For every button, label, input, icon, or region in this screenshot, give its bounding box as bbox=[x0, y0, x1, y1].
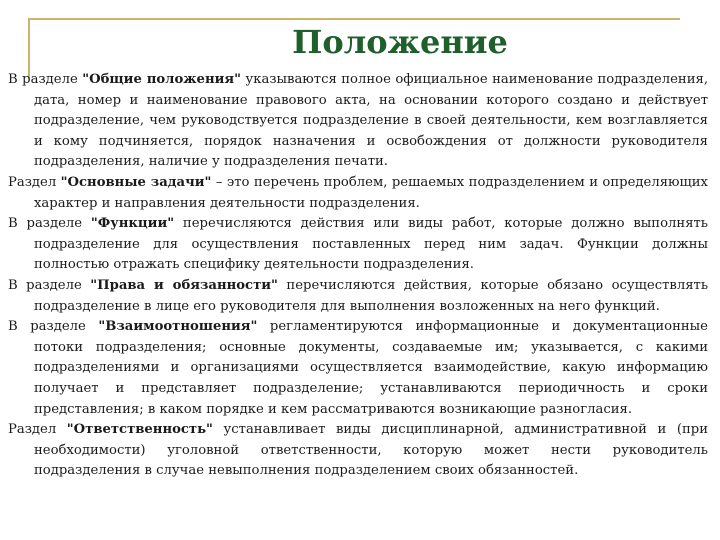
section-term: "Функции" bbox=[90, 216, 175, 232]
page-title: Положение bbox=[292, 23, 508, 61]
paragraph-functions bbox=[8, 214, 708, 276]
paragraph-responsibility bbox=[8, 420, 708, 482]
paragraph-main-tasks bbox=[8, 173, 708, 214]
paragraph-text: указываются полное официальное наименование подразделения, дата, номер и наименование правового акта, на основании которого создано и действует подразделение, чем руководствуется подразделение в своей деятельности, кем возглавляется и кому подчиняется, порядок назначения и освобождения от должности руководителя подразделения, наличие у подразделения печати. bbox=[34, 72, 709, 170]
section-term: "Общие положения" bbox=[82, 72, 241, 87]
section-term: "Основные задачи" bbox=[60, 174, 212, 190]
paragraph-lead: В разделе bbox=[8, 72, 83, 87]
decorative-frame-top bbox=[28, 18, 680, 20]
paragraph-text: регламентируются информационные и документационные потоки подразделения; основные документы, создаваемые им; указывается, с какими подразделениями и организациями осуществляется взаимодействие, какую информацию получает и представляет подразделение; устанавливаются периодичность и сроки представления; в каком порядке и кем рассматриваются возникающие разногласия. bbox=[34, 319, 708, 417]
paragraph-rights-duties bbox=[8, 276, 708, 317]
paragraph-general-provisions bbox=[8, 70, 708, 173]
section-term: "Взаимоотношения" bbox=[98, 319, 258, 335]
paragraph-text: устанавливает виды дисциплинарной, административной и (при необходимости) уголовной ответственности, которую может нести руководитель подразделения в случае невыполнения подразделением своих обязанностей. bbox=[34, 422, 708, 479]
document-body bbox=[8, 70, 708, 482]
paragraph-lead: Раздел bbox=[8, 422, 67, 438]
paragraph-lead: Раздел bbox=[8, 174, 61, 190]
section-term: "Права и обязанности" bbox=[90, 277, 278, 293]
paragraph-text: перечисляются действия, которые обязано осуществлять подразделение в лице его руководителя для выполнения возложенных на него функций. bbox=[34, 277, 709, 314]
paragraph-lead: В разделе bbox=[8, 216, 91, 232]
section-term: "Ответственность" bbox=[66, 422, 213, 438]
paragraph-lead: В разделе bbox=[8, 277, 91, 293]
paragraph-text: перечисляются действия или виды работ, которые должно выполнять подразделение для осуществления поставленных перед ним задач. Функции должны полностью отражать специфику деятельности подразделения. bbox=[34, 216, 708, 273]
paragraph-relations bbox=[8, 317, 708, 420]
paragraph-lead: В разделе bbox=[8, 319, 99, 335]
paragraph-text: – это перечень проблем, решаемых подразделением и определяющих характер и направления деятельности подразделения. bbox=[34, 174, 708, 211]
